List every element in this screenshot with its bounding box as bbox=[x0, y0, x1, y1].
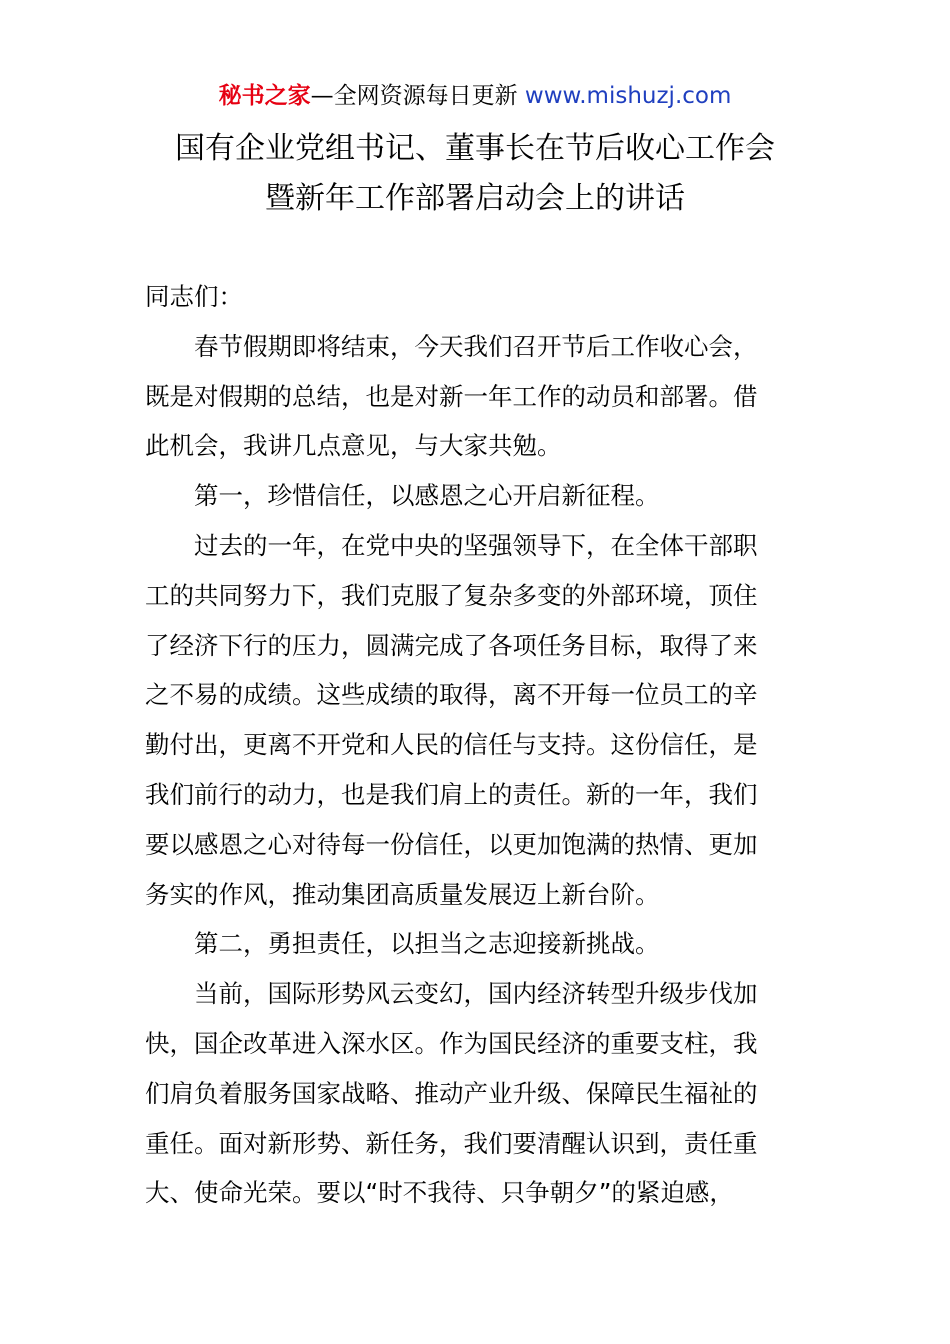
paragraph-line: 过去的一年，在党中央的坚强领导下，在全体干部职 bbox=[194, 530, 758, 560]
paragraph-line: 们肩负着服务国家战略、推动产业升级、保障民生福祉的 bbox=[145, 1078, 758, 1108]
paragraph-line: 我们前行的动力，也是我们肩上的责任。新的一年，我们 bbox=[145, 779, 758, 809]
paragraph-line: 勤付出，更离不开党和人民的信任与支持。这份信任，是 bbox=[145, 730, 758, 760]
paragraph-line: 快，国企改革进入深水区。作为国民经济的重要支柱，我 bbox=[145, 1028, 758, 1058]
site-name: 秘书之家 bbox=[218, 83, 311, 109]
title-line-1: 国有企业党组书记、董事长在节后收心工作会 bbox=[175, 131, 775, 166]
site-header bbox=[0, 80, 950, 112]
paragraph-line: 要以感恩之心对待每一份信任，以更加饱满的热情、更加 bbox=[145, 829, 758, 859]
paragraph-line: 重任。面对新形势、新任务，我们要清醒认识到，责任重 bbox=[145, 1128, 758, 1158]
paragraph-line: 大、使命光荣。要以“时不我待、只争朝夕”的紧迫感， bbox=[145, 1178, 734, 1208]
paragraph-line: 既是对假期的总结，也是对新一年工作的动员和部署。借 bbox=[145, 381, 758, 411]
paragraph-line: 之不易的成绩。这些成绩的取得，离不开每一位员工的辛 bbox=[145, 680, 758, 710]
paragraph-line: 务实的作风，推动集团高质量发展迈上新台阶。 bbox=[145, 879, 660, 909]
title-line-2: 暨新年工作部署启动会上的讲话 bbox=[265, 181, 685, 216]
document-body bbox=[145, 272, 810, 1218]
paragraph-line: 了经济下行的压力，圆满完成了各项任务目标，取得了来 bbox=[145, 630, 758, 660]
section-heading-2: 第二，勇担责任，以担当之志迎接新挑战。 bbox=[194, 929, 660, 959]
document-title bbox=[0, 124, 950, 224]
paragraph-line: 工的共同努力下，我们克服了复杂多变的外部环境，顶住 bbox=[145, 580, 758, 610]
paragraph-line: 此机会，我讲几点意见，与大家共勉。 bbox=[145, 431, 562, 461]
site-tagline: —全网资源每日更新 bbox=[310, 83, 518, 109]
paragraph-line: 当前，国际形势风云变幻，国内经济转型升级步伐加 bbox=[194, 979, 758, 1009]
salutation: 同志们： bbox=[145, 282, 243, 311]
section-heading-1: 第一，珍惜信任，以感恩之心开启新征程。 bbox=[194, 481, 660, 511]
site-url[interactable]: www.mishuzj.com bbox=[524, 83, 732, 109]
paragraph-line: 春节假期即将结束，今天我们召开节后工作收心会， bbox=[194, 331, 758, 361]
